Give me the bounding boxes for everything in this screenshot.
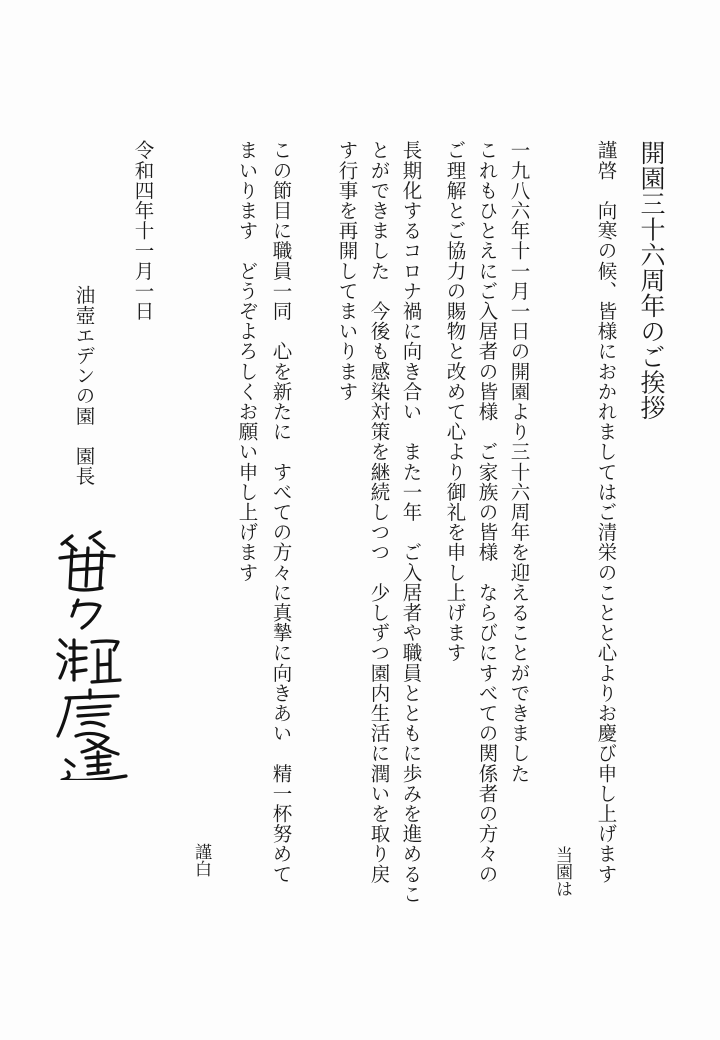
- handwritten-signature: [52, 530, 128, 780]
- opening-line: 謹啓 向寒の候、皆様におかれましてはご清栄のことと心よりお慶び申し上げます: [594, 140, 618, 884]
- body-line-5: とができました 今後も感染対策を継続しつつ 少しずつ園内生活に潤いを取り戻: [367, 140, 391, 884]
- body-line-3: ご理解とご協力の賜物と改めて心より御礼を申し上げます: [443, 140, 467, 663]
- letter-date: 令和四年十一月一日: [131, 140, 155, 321]
- kenpaku: 謹白: [191, 843, 211, 877]
- body-line-1: 一九八六年十一月一日の開園より三十六周年を迎えることができました: [507, 140, 531, 784]
- closing-line-1: この節目に職員一同 心を新たに すべての方々に真摯に向きあい 精一杯努めて: [269, 140, 293, 884]
- body-line-6: す行事を再開してまいります: [335, 140, 359, 402]
- body-line-4: 長期化するコロナ禍に向き合い また一年 ご入居者や職員とともに歩みを進めるこ: [399, 140, 423, 904]
- closing-line-2: まいります どうぞよろしくお願い申し上げます: [235, 140, 259, 583]
- toen-ha: 当園は: [552, 846, 572, 897]
- body-line-2: これもひとえにご入居者の皆様 ご家族の皆様 ならびにすべての関係者の方々の: [475, 140, 499, 884]
- signer-title: 油壺エデンの園 園長: [72, 285, 96, 486]
- letter-title: 開園三十六周年のご挨拶: [637, 140, 666, 421]
